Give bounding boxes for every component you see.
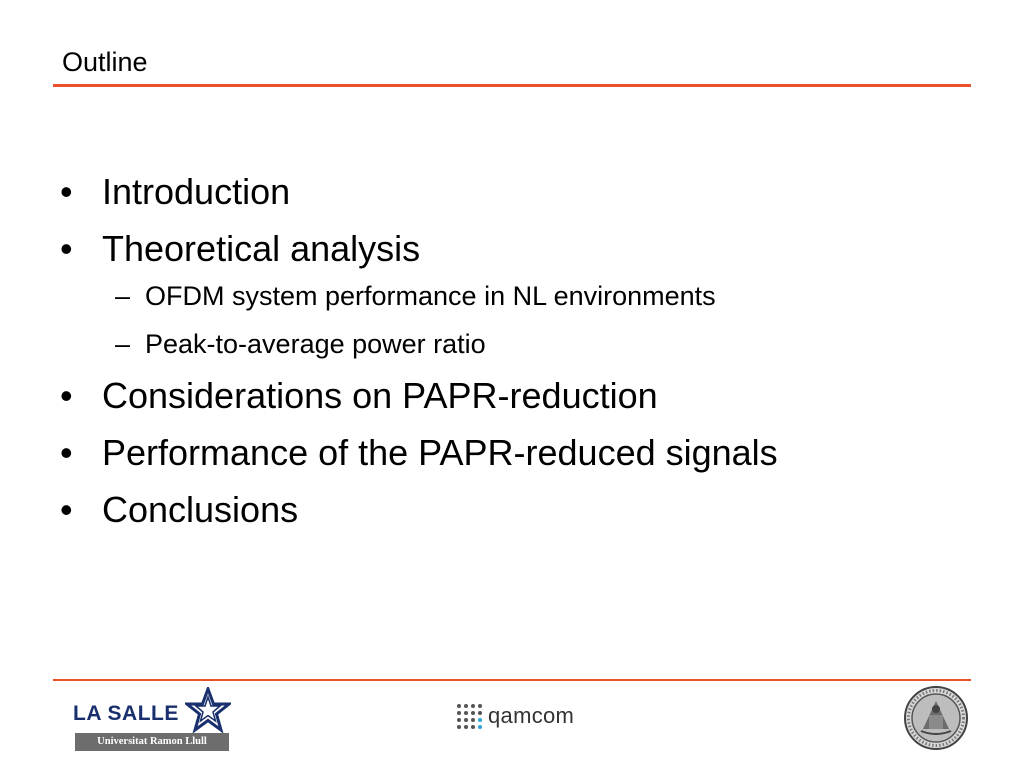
university-seal-icon (903, 685, 969, 751)
dash-marker: – (115, 329, 131, 359)
lasalle-name: LA SALLE (73, 702, 179, 725)
outline-item-label: Considerations on PAPR-reduction (102, 375, 658, 416)
sub-list (60, 280, 960, 360)
bullet-icon: • (60, 171, 73, 212)
footer-logos (0, 681, 1024, 768)
outline-item-label: Theoretical analysis (102, 228, 421, 269)
dash-marker: – (115, 281, 131, 311)
outline-item-considerations (60, 376, 960, 416)
sub-item-papr (60, 328, 960, 360)
outline-item-label: Conclusions (102, 489, 299, 530)
bullet-icon: • (60, 228, 73, 269)
outline-item-performance (60, 433, 960, 473)
bullet-icon: • (60, 375, 73, 416)
lasalle-subtitle: Universitat Ramon Llull (75, 733, 229, 751)
slide-title: Outline (62, 47, 148, 77)
outline-item-theoretical-analysis (60, 229, 960, 269)
outline-subitems (60, 280, 960, 360)
bullet-icon: • (60, 432, 73, 473)
sub-item-label: Peak-to-average power ratio (145, 329, 486, 359)
lasalle-logo (73, 685, 233, 749)
qamcom-name: qamcom (488, 703, 575, 728)
title-divider (53, 84, 971, 87)
outline-item-introduction (60, 172, 960, 212)
qamcom-logo (456, 703, 574, 729)
dot-grid-logo-icon (456, 703, 482, 729)
outline-item-label: Performance of the PAPR-reduced signals (102, 432, 778, 473)
outline-item-label: Introduction (102, 171, 291, 212)
outline-item-conclusions (60, 490, 960, 530)
bullet-icon: • (60, 489, 73, 530)
star-logo-icon (185, 687, 231, 733)
outline-list (60, 172, 960, 547)
sub-item-label: OFDM system performance in NL environments (145, 281, 716, 311)
sub-item-ofdm-performance (60, 280, 960, 312)
